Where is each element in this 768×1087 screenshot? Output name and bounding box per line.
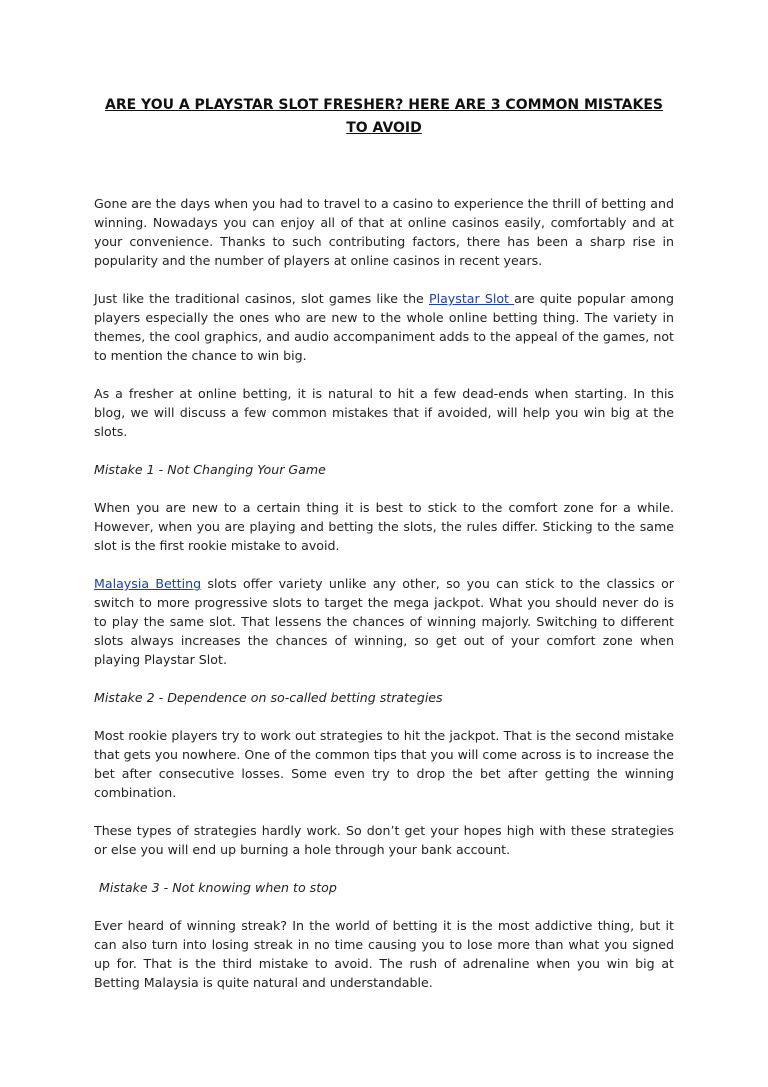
- paragraph-winning-streak: Ever heard of winning streak? In the world of betting it is the most addictive thing, but it can also turn into losing streak in no time causing you to lose more than what you signed up for. That is the third mistake to avoid. The rush of adrenaline when you win big at Betting Malaysia is quite natural and understandable.: [94, 918, 674, 990]
- paragraph-intro: Gone are the days when you had to travel to a casino to experience the thrill of betting and winning. Nowadays you can enjoy all of that at online casinos easily, comfortably and at your convenience. Thanks to such contributing factors, there has been a sharp rise in popularity and the number of players at online casinos in recent years.: [94, 196, 674, 268]
- malaysia-betting-link[interactable]: Malaysia Betting: [94, 576, 202, 591]
- mistake-2-heading: Mistake 2 - Dependence on so-called betting strategies: [94, 690, 443, 705]
- paragraph-malaysia-betting: [94, 574, 674, 669]
- paragraph-playstar: [94, 289, 674, 365]
- paragraph-comfort-zone: When you are new to a certain thing it is best to stick to the comfort zone for a while. However, when you are playing and betting the slots, the rules differ. Sticking to the same slot is the first rookie mistake to avoid.: [94, 500, 674, 553]
- playstar-slot-link[interactable]: Playstar Slot: [429, 291, 515, 306]
- paragraph-text: are quite popular among players especially the ones who are new to the whole online betting thing. The variety in themes, the cool graphics, and audio accompaniment adds to the appeal of the games, not to mention the chance to win big.: [94, 291, 674, 363]
- mistake-1-heading: Mistake 1 - Not Changing Your Game: [94, 462, 326, 477]
- paragraph-text: slots offer variety unlike any other, so you can stick to the classics or switch to more progressive slots to target the mega jackpot. What you should never do is to play the same slot. That lessens the chances of winning majorly. Switching to different slots always increases the chances of winning, so get out of your comfort zone when playing Playstar Slot.: [94, 576, 674, 667]
- paragraph-strategies: Most rookie players try to work out strategies to hit the jackpot. That is the second mistake that gets you nowhere. One of the common tips that you will come across is to increase the bet after consecutive losses. Some even try to drop the bet after getting the winning combination.: [94, 728, 674, 800]
- paragraph-hopes: These types of strategies hardly work. So don’t get your hopes high with these strategies or else you will end up burning a hole through your bank account.: [94, 823, 674, 857]
- paragraph-fresher: As a fresher at online betting, it is natural to hit a few dead-ends when starting. In this blog, we will discuss a few common mistakes that if avoided, will help you win big at the slots.: [94, 386, 674, 439]
- mistake-3-heading: Mistake 3 - Not knowing when to stop: [99, 880, 337, 895]
- paragraph-text: Just like the traditional casinos, slot games like the: [94, 291, 429, 306]
- article-body: [94, 194, 674, 1011]
- page-title: ARE YOU A PLAYSTAR SLOT FRESHER? HERE ARE 3 COMMON MISTAKES TO AVOID: [105, 97, 663, 136]
